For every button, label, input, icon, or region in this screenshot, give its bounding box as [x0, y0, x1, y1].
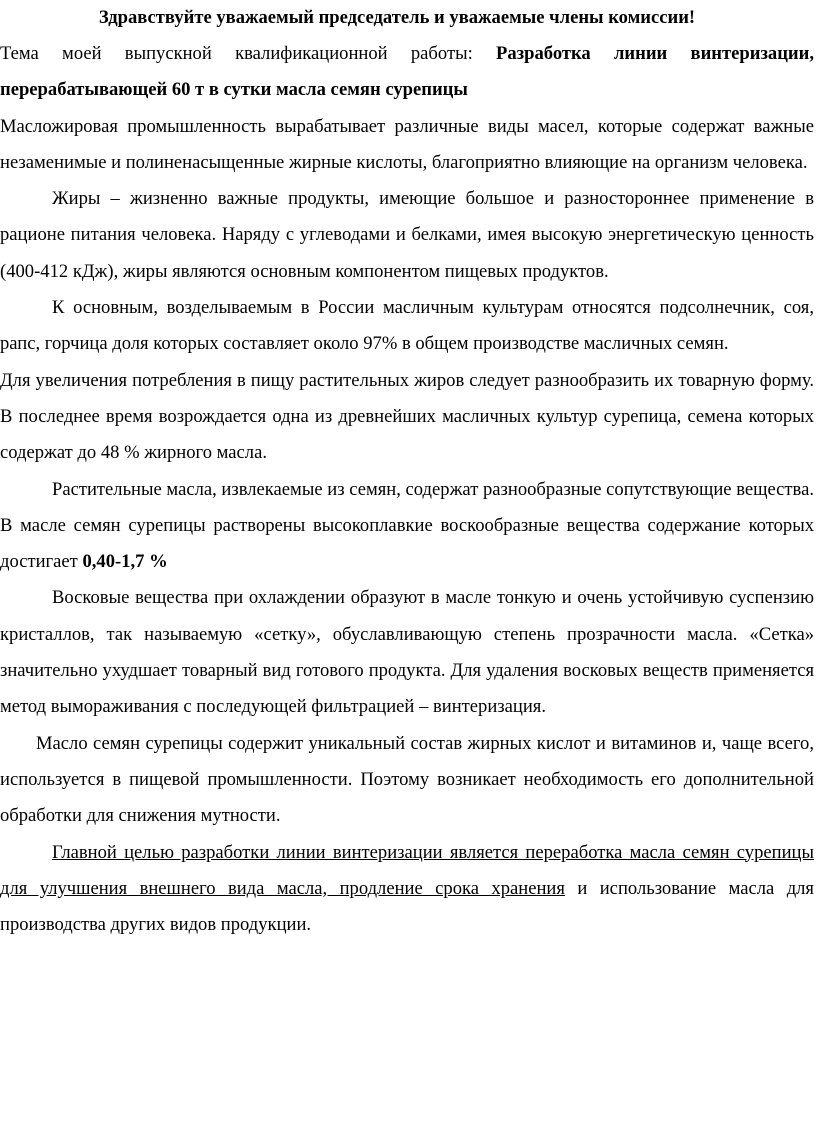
goal-underlined: Главной целью разработки линии винтеризации является переработка масла семян сурепицы для улучшения внешнего вида масла, продление срока хранения	[0, 841, 814, 899]
goal-rest: и использование масла для производства других видов продукции.	[0, 877, 814, 936]
greeting-heading: Здравствуйте уважаемый председатель и уважаемые члены комиссии!	[98, 7, 696, 28]
paragraph-goal	[0, 835, 814, 944]
wax-text: Растительные масла, извлекаемые из семян, содержат разнообразные сопутствующие вещества. В масле семян сурепицы растворены высокоплавкие воскообразные вещества содержание которых достигает	[0, 478, 814, 573]
paragraph-industry: Масложировая промышленность вырабатывает различные виды масел, которые содержат важные незаменимые и полиненасыщенные жирные кислоты, благоприятно влияющие на организм человека.	[0, 115, 814, 173]
thesis-topic: Разработка линии винтеризации, перерабатывающей 60 т в сутки масла семян сурепицы	[0, 43, 814, 101]
paragraph-fats: Жиры – жизненно важные продукты, имеющие большое и разностороннее применение в рационе питания человека. Наряду с углеводами и белками, имея высокую энергетическую ценность (400-412 кДж), жиры являются основным компонентом пищевых продуктов.	[0, 188, 814, 282]
paragraph-necessity: Масло семян сурепицы содержит уникальный состав жирных кислот и витаминов и, чаще всего, используется в пищевой промышленности. Поэтому возникает необходимость его дополнительной обработки для снижения мутности.	[0, 732, 814, 827]
thesis-prefix: Тема моей выпускной квалификационной работы:	[0, 43, 496, 64]
paragraph-crops: К основным, возделываемым в России масличным культурам относятся подсолнечник, соя, рапс, горчица доля которых составляет около 97% в общем производстве масличных семян.	[0, 297, 814, 355]
paragraph-wax-content	[0, 472, 814, 581]
wax-value: 0,40-1,7 %	[82, 551, 168, 573]
paragraph-winterization: Восковые вещества при охлаждении образуют в масле тонкую и очень устойчивую суспензию кристаллов, так называемую «сетку», обуславливающую степень прозрачности масла. «Сетка» значительно ухудшает товарный вид готового продукта. Для удаления восковых веществ применяется метод вымораживания с последующей фильтрацией – винтеризация.	[0, 587, 814, 718]
thesis-topic-paragraph	[0, 36, 814, 109]
paragraph-consumption: Для увеличения потребления в пищу растительных жиров следует разнообразить их товарную форму. В последнее время возрождается одна из древнейших масличных культур сурепица, семена которых содержат до 48 % жирного масла.	[0, 369, 814, 464]
